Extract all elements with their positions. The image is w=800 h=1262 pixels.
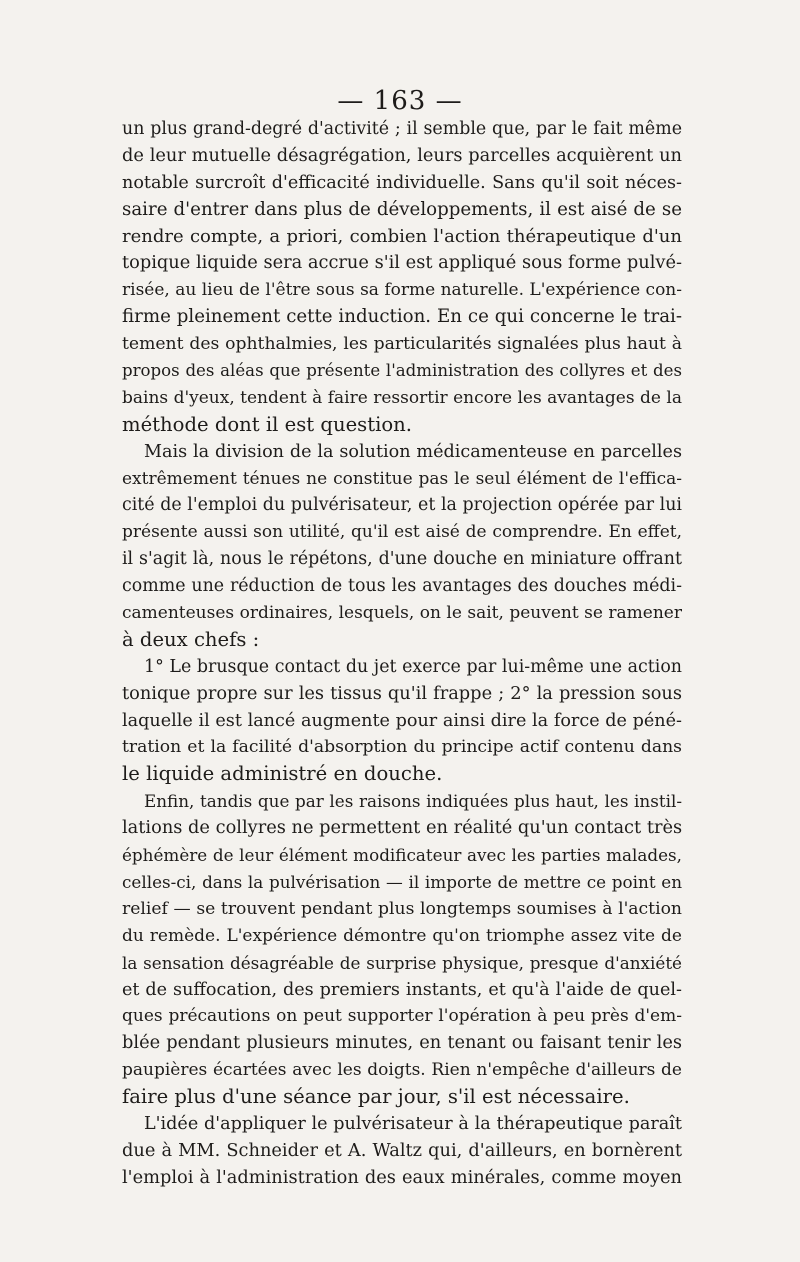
text-line: camenteuses ordinaires, lesquels, on le sait, peuvent se ramener xyxy=(122,603,682,624)
text-line: bains d'yeux, tendent à faire ressortir encore les avantages de la xyxy=(122,387,682,408)
text-line: la sensation désagréable de surprise physique, presque d'anxiété xyxy=(122,952,682,973)
text-line: blée pendant plusieurs minutes, en tenant ou faisant tenir les xyxy=(122,1032,682,1054)
text-line: à deux chefs : xyxy=(122,627,260,651)
text-line: il s'agit là, nous le répétons, d'une douche en miniature offrant xyxy=(122,549,682,570)
text-line: un plus grand-degré d'activité ; il semble que, par le fait même xyxy=(122,119,682,139)
text-line: rendre compte, a priori, combien l'action thérapeutique d'un xyxy=(122,225,682,247)
text-line: saire d'entrer dans plus de développements, il est aisé de se xyxy=(122,198,682,220)
text-line: propos des aléas que présente l'administration des collyres et des xyxy=(122,361,682,381)
text-line: laquelle il est lancé augmente pour ainsi dire la force de péné- xyxy=(122,710,682,731)
text-line: faire plus d'une séance par jour, s'il est nécessaire. xyxy=(122,1085,630,1109)
text-line: le liquide administré en douche. xyxy=(122,762,443,786)
text-line: cité de l'emploi du pulvérisateur, et la projection opérée par lui xyxy=(122,495,682,516)
text-line: comme une réduction de tous les avantages des douches médi- xyxy=(122,576,682,597)
text-line: tonique propre sur les tissus qu'il frappe ; 2° la pression sous xyxy=(122,682,682,704)
text-line: celles-ci, dans la pulvérisation — il importe de mettre ce point en xyxy=(122,871,682,892)
text-line: extrêmement ténues ne constitue pas le seul élément de l'effica- xyxy=(122,468,682,489)
body-text xyxy=(122,116,682,1192)
text-line: paupières écartées avec les doigts. Rien n'empêche d'ailleurs de xyxy=(122,1060,682,1081)
text-line: de leur mutuelle désagrégation, leurs parcelles acquièrent un xyxy=(122,144,682,166)
text-line: Mais la division de la solution médicamenteuse en parcelles xyxy=(144,441,682,462)
text-line: lations de collyres ne permettent en réalité qu'un contact très xyxy=(122,817,683,839)
text-line: notable surcroît d'efficacité individuelle. Sans qu'il soit néces- xyxy=(122,172,682,193)
text-line: méthode dont il est question. xyxy=(122,412,413,436)
text-line: éphémère de leur élément modificateur avec les parties malades, xyxy=(122,845,682,866)
text-line: et de suffocation, des premiers instants, et qu'à l'aide de quel- xyxy=(122,979,682,1000)
text-line: 1° Le brusque contact du jet exerce par lui-même une action xyxy=(144,656,682,677)
text-line: relief — se trouvent pendant plus longtemps soumises à l'action xyxy=(122,898,682,919)
text-line: tration et la facilité d'absorption du principe actif contenu dans xyxy=(122,737,682,758)
text-line: topique liquide sera accrue s'il est appliqué sous forme pulvé- xyxy=(122,252,682,274)
text-line: L'idée d'appliquer le pulvérisateur à la thérapeutique paraît xyxy=(144,1113,682,1134)
text-line: Enfin, tandis que par les raisons indiquées plus haut, les instil- xyxy=(144,791,682,812)
text-line: tement des ophthalmies, les particularités signalées plus haut à xyxy=(122,334,682,355)
text-line: ques précautions on peut supporter l'opération à peu près d'em- xyxy=(122,1006,682,1027)
text-line: du remède. L'expérience démontre qu'on triomphe assez vite de xyxy=(122,925,682,946)
text-line: présente aussi son utilité, qu'il est aisé de comprendre. En effet, xyxy=(122,522,682,543)
text-line: firme pleinement cette induction. En ce qui concerne le trai- xyxy=(122,306,682,328)
text-line: l'emploi à l'administration des eaux minérales, comme moyen xyxy=(122,1166,682,1188)
page-number: — 163 — xyxy=(337,86,463,116)
text-line: risée, au lieu de l'être sous sa forme naturelle. L'expérience con- xyxy=(122,280,682,301)
text-line: due à MM. Schneider et A. Waltz qui, d'ailleurs, en bornèrent xyxy=(122,1139,682,1161)
